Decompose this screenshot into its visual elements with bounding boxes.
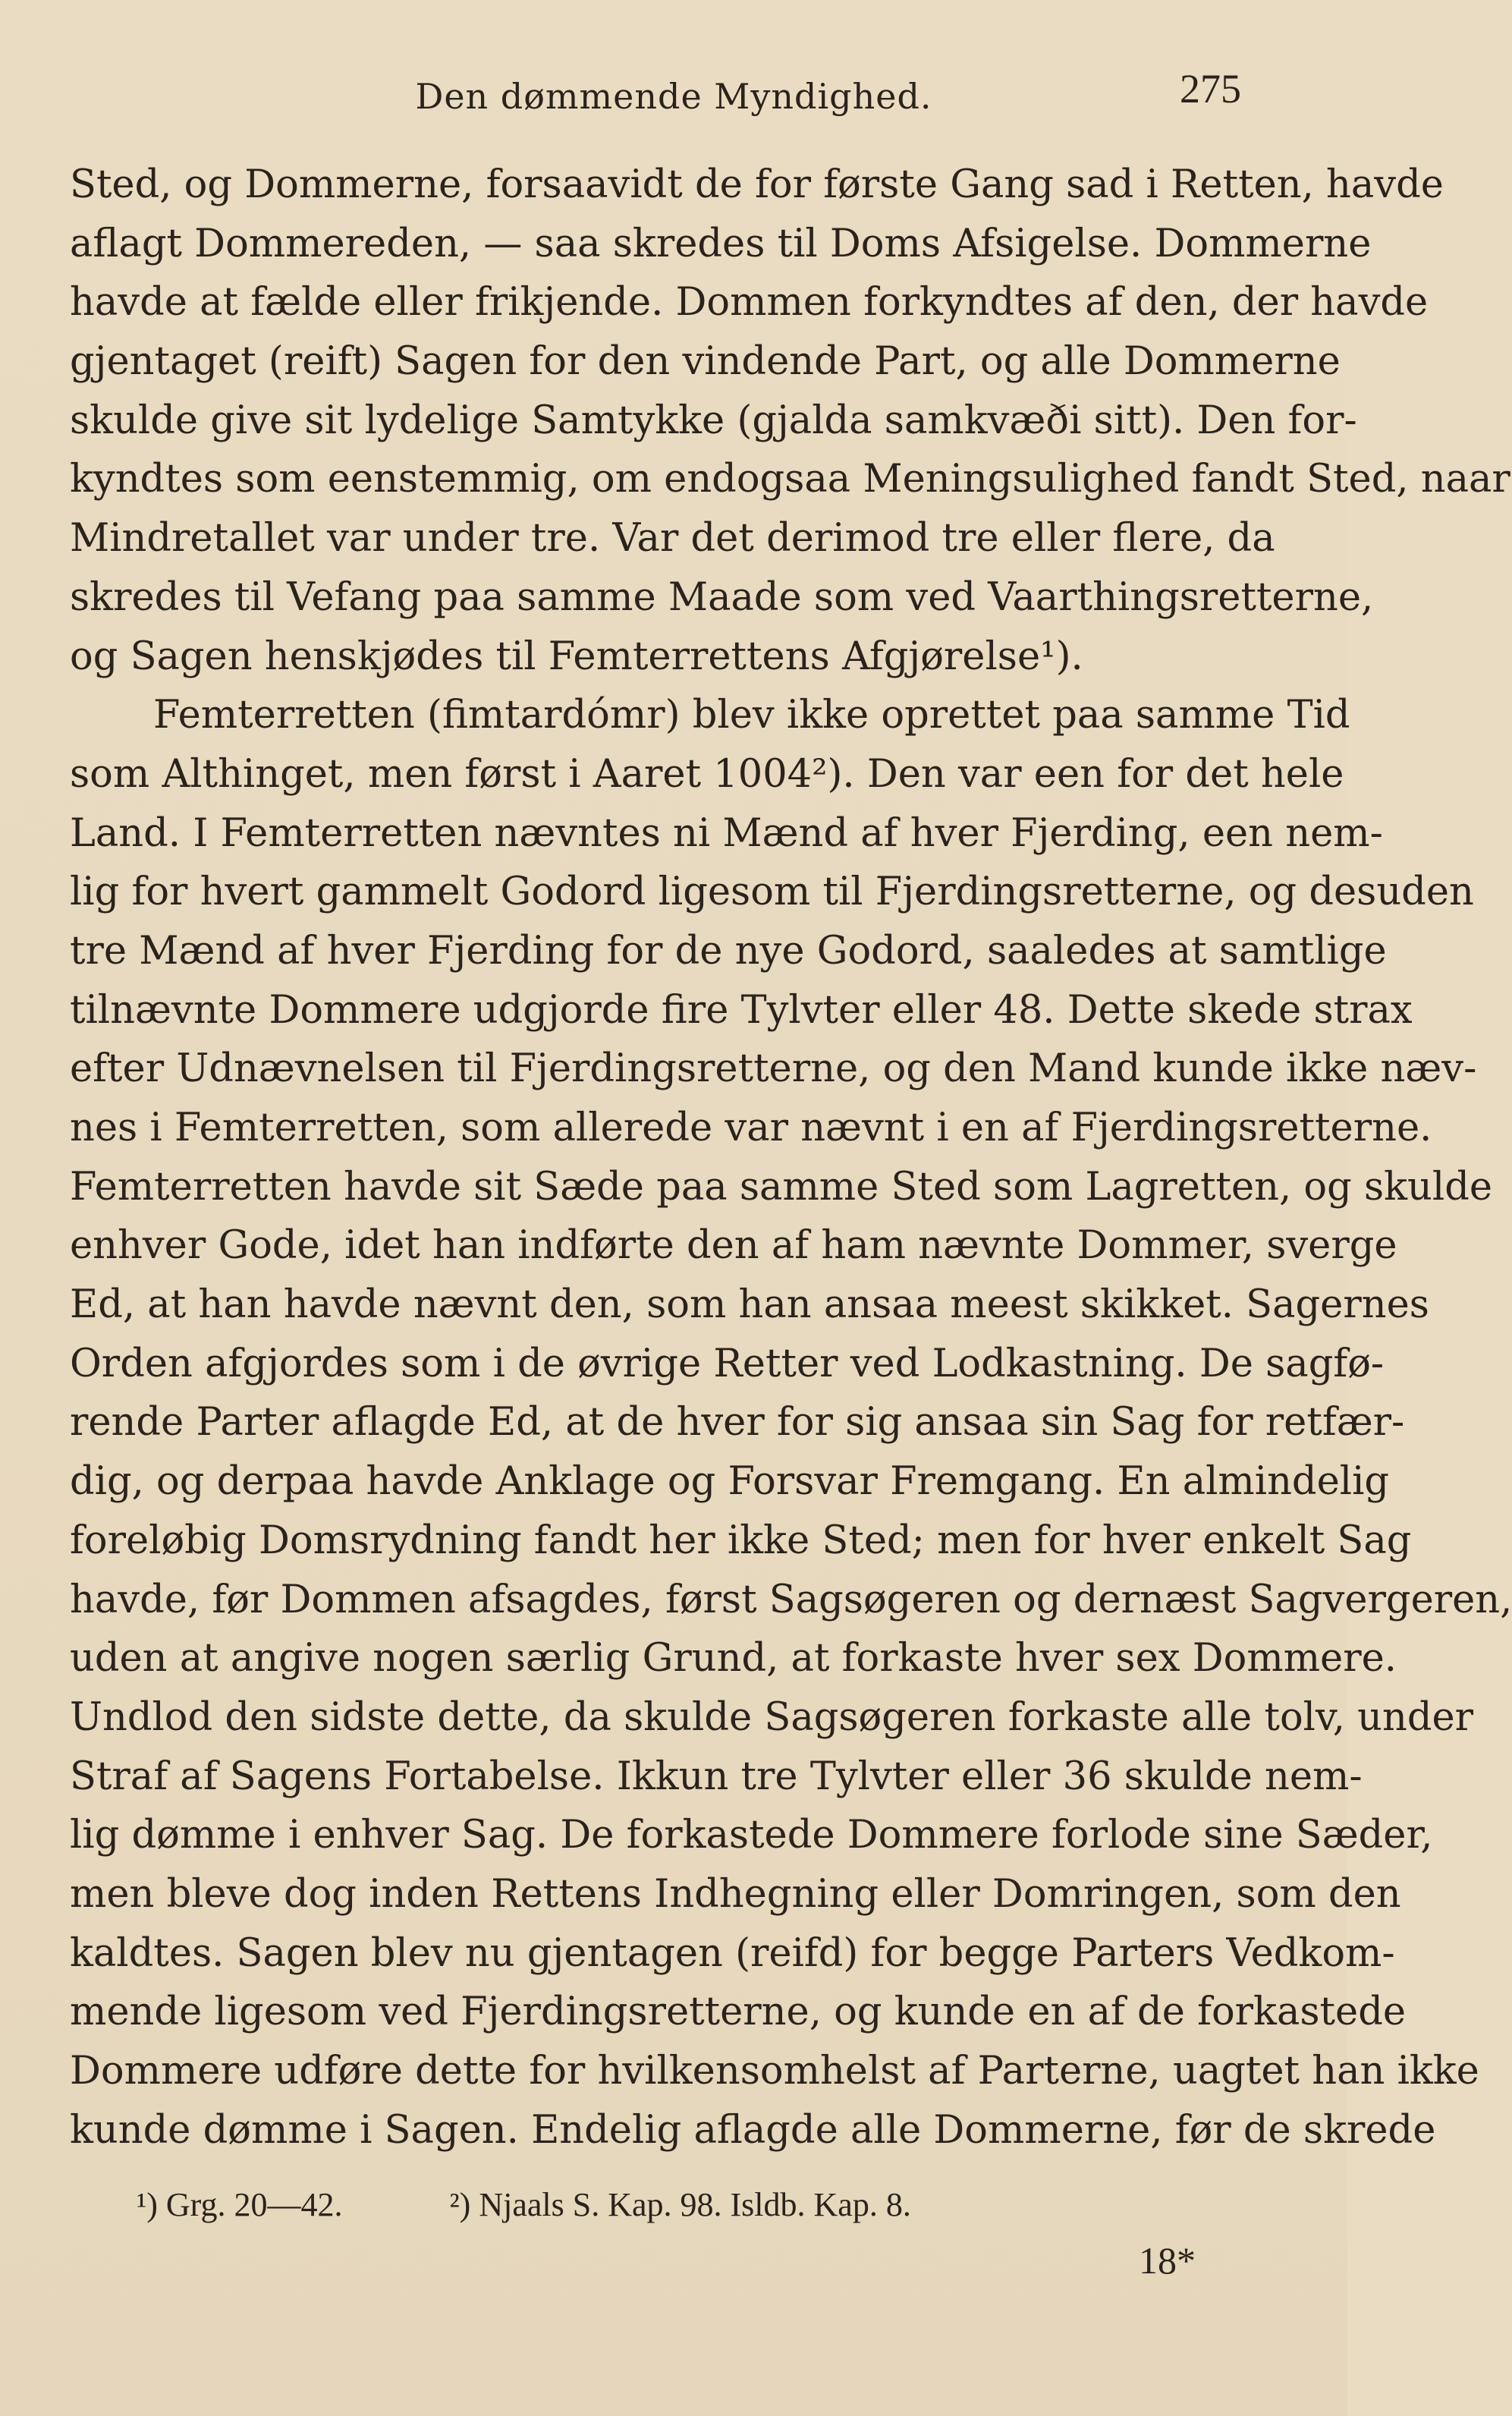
text-line: som Althinget, men først i Aaret 1004²). Den var een for det hele	[70, 751, 1344, 797]
text-line: Ed, at han havde nævnt den, som han ansaa meest skikket. Sagernes	[70, 1282, 1429, 1328]
page-number: 275	[1180, 66, 1241, 112]
text-line: lig dømme i enhver Sag. De forkastede Dommere forlode sine Sæder,	[70, 1813, 1433, 1858]
text-line: havde at fælde eller frikjende. Dommen forkyndtes af den, der havde	[70, 280, 1429, 326]
text-line: skredes til Vefang paa samme Maade som ved Vaarthingsretterne,	[70, 574, 1374, 620]
text-line: foreløbig Domsrydning fandt her ikke Sted; men for hver enkelt Sag	[70, 1518, 1412, 1563]
footnote-2: ²) Njaals S. Kap. 98. Isldb. Kap. 8.	[449, 2186, 911, 2223]
text-line: nes i Femterretten, som allerede var nævnt i en af Fjerdingsretterne.	[70, 1106, 1432, 1150]
text-line: lig for hvert gammelt Godord ligesom til Fjerdingsretterne, og desuden	[70, 870, 1474, 915]
text-line: Straf af Sagens Fortabelse. Ikkun tre Tylvter eller 36 skulde nem-	[70, 1754, 1363, 1799]
text-line: Undlod den sidste dette, da skulde Sagsøgeren forkaste alle tolv, under	[70, 1694, 1474, 1740]
text-line: Sted, og Dommerne, forsaavidt de for første Gang sad i Retten, havde	[70, 162, 1444, 207]
text-line: mende ligesom ved Fjerdingsretterne, og kunde en af de forkastede	[70, 1990, 1407, 2035]
text-line: Orden afgjordes som i de øvrige Retter ved Lodkastning. De sagfø-	[70, 1341, 1385, 1386]
text-line: havde, før Dommen afsagdes, først Sagsøgeren og dernæst Sagvergeren,	[70, 1577, 1512, 1622]
text-line: kunde dømme i Sagen. Endelig aflagde alle Dommerne, før de skrede	[70, 2107, 1436, 2153]
footnote-1: ¹) Grg. 20—42.	[137, 2186, 343, 2223]
body-text	[70, 156, 1512, 2160]
printer-signature-mark: 18*	[1139, 2239, 1196, 2282]
text-line: aflagt Dommereden, — saa skredes til Doms Afsigelse. Dommerne	[70, 221, 1372, 266]
text-line: Femterretten havde sit Sæde paa samme Sted som Lagretten, og skulde	[70, 1164, 1493, 1210]
text-line: tilnævnte Dommere udgjorde fire Tylvter eller 48. Dette skede strax	[70, 987, 1413, 1033]
text-line: Land. I Femterretten nævntes ni Mænd af hver Fjerding, een nem-	[70, 810, 1383, 856]
footnotes	[137, 2185, 1010, 2224]
text-line: kyndtes som eenstemmig, om endogsaa Meningsulighed fandt Sted, naar	[70, 457, 1510, 502]
text-line: uden at angive nogen særlig Grund, at forkaste hver sex Dommere.	[70, 1636, 1397, 1681]
text-line: rende Parter aflagde Ed, at de hver for sig ansaa sin Sag for retfær-	[70, 1400, 1405, 1446]
text-line: Mindretallet var under tre. Var det derimod tre eller flere, da	[70, 516, 1275, 562]
text-line: tre Mænd af hver Fjerding for de nye Godord, saaledes at samtlige	[70, 928, 1387, 974]
running-title: Den dømmende Myndighed.	[415, 76, 932, 117]
text-line: gjentaget (reift) Sagen for den vindende Part, og alle Dommerne	[70, 339, 1341, 385]
text-line: Dommere udføre dette for hvilkensomhelst af Parterne, uagtet han ikke	[70, 2049, 1479, 2094]
text-line: kaldtes. Sagen blev nu gjentagen (reifd) for begge Parters Vedkom-	[70, 1930, 1395, 1976]
text-line: men bleve dog inden Rettens Indhegning eller Domringen, som den	[70, 1871, 1401, 1917]
text-line: efter Udnævnelsen til Fjerdingsretterne, og den Mand kunde ikke næv-	[70, 1046, 1477, 1092]
text-line: skulde give sit lydelige Samtykke (gjalda samkvæði sitt). Den for-	[70, 398, 1357, 443]
text-line-paragraph-start: Femterretten (fimtardómr) blev ikke oprettet paa samme Tid	[153, 693, 1350, 738]
text-line: enhver Gode, idet han indførte den af ham nævnte Dommer, sverge	[70, 1223, 1397, 1269]
text-line: og Sagen henskjødes til Femterrettens Afgjørelse¹).	[70, 634, 1083, 679]
text-line: dig, og derpaa havde Anklage og Forsvar Fremgang. En almindelig	[70, 1459, 1390, 1505]
